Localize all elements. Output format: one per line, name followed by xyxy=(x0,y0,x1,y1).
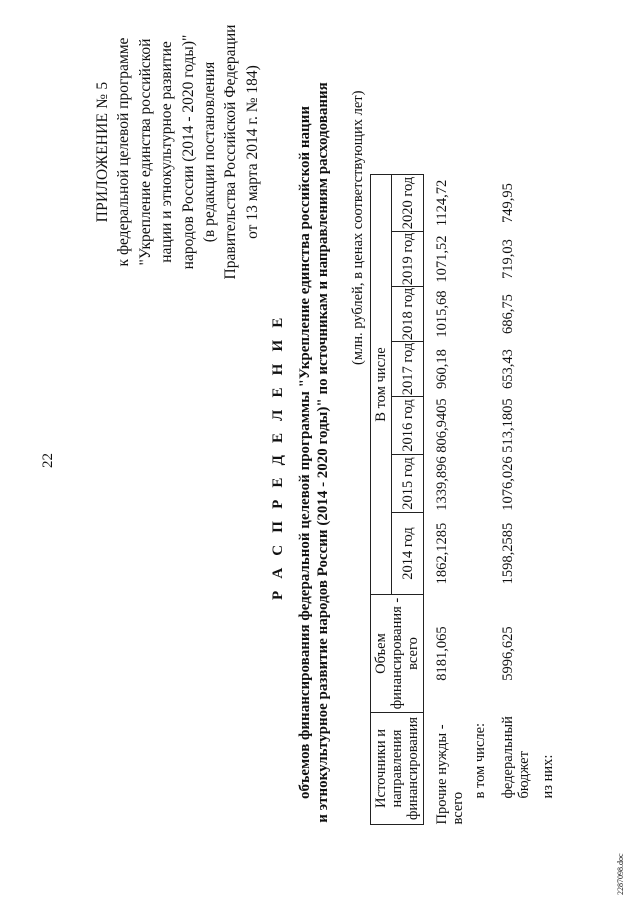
row-label: в том числе: xyxy=(472,722,488,799)
appendix-line: Правительства Российской Федерации xyxy=(222,24,240,280)
header-year: 2020 год xyxy=(392,175,424,232)
appendix-line: народов России (2014 - 2020 годы)" xyxy=(179,34,197,270)
row-value: 1015,68 xyxy=(434,290,450,338)
row-value: 653,43 xyxy=(500,349,516,389)
document-id: 2287098.doc xyxy=(616,853,625,895)
row-value xyxy=(538,287,560,342)
row-value xyxy=(538,397,560,455)
row-value xyxy=(538,175,560,232)
header-year: 2018 год xyxy=(392,287,424,342)
header-including: В том числе xyxy=(371,175,392,595)
row-value: 749,95 xyxy=(500,183,516,223)
appendix-block xyxy=(92,0,263,307)
row-total: 5996,625 xyxy=(500,626,516,681)
header-year: 2017 год xyxy=(392,342,424,397)
page-number: 22 xyxy=(40,453,56,468)
appendix-line: нации и этнокультурное развитие xyxy=(158,41,176,263)
row-label: федеральный бюджет xyxy=(500,716,532,799)
header-year: 2015 год xyxy=(392,455,424,513)
row-value: 806,9405 xyxy=(434,398,450,453)
header-year: 2019 год xyxy=(392,232,424,287)
table-row xyxy=(538,175,560,825)
document-heading: Р А С П Р Е Д Е Л Е Н И Е xyxy=(270,313,286,600)
table-row xyxy=(466,175,494,825)
row-value xyxy=(538,232,560,287)
header-source: Источники и направления финансирования xyxy=(371,713,424,825)
table-row xyxy=(424,175,467,825)
row-value: 960,18 xyxy=(434,349,450,389)
row-total: 8181,065 xyxy=(434,626,450,681)
row-value xyxy=(466,342,494,397)
row-total xyxy=(538,595,560,713)
row-label: из них: xyxy=(540,754,556,799)
subtitle-line: и этнокультурное развитие народов России (2014 - 2020 годы)" по источникам и направлениям расходования xyxy=(315,82,331,823)
row-value xyxy=(538,342,560,397)
appendix-line: от 13 марта 2014 г. № 184) xyxy=(243,65,261,239)
row-value xyxy=(538,455,560,513)
financing-table xyxy=(370,174,560,825)
unit-note: (млн. рублей, в ценах соответствующих лет) xyxy=(350,90,366,365)
row-value: 686,75 xyxy=(500,294,516,334)
header-total: Объем финансирования - всего xyxy=(371,595,424,713)
appendix-line: "Укрепление единства российской xyxy=(136,38,154,266)
row-value xyxy=(538,513,560,595)
table-row xyxy=(494,175,538,825)
row-label: Прочие нужды - всего xyxy=(434,724,466,825)
header-year: 2014 год xyxy=(392,513,424,595)
row-value: 1598,2585 xyxy=(500,522,516,585)
subtitle-line: объемов финансирования федеральной целевой программы "Укрепление единства российской нации xyxy=(297,106,313,799)
row-value xyxy=(466,397,494,455)
row-total xyxy=(466,595,494,713)
appendix-title: ПРИЛОЖЕНИЕ № 5 xyxy=(94,81,111,223)
appendix-line: (в редакции постановления xyxy=(201,61,219,243)
row-value: 1071,52 xyxy=(434,235,450,283)
row-value xyxy=(466,287,494,342)
row-value xyxy=(466,513,494,595)
row-value xyxy=(466,232,494,287)
row-value: 1124,72 xyxy=(434,179,450,227)
row-value: 719,03 xyxy=(500,239,516,279)
row-value: 1076,026 xyxy=(500,456,516,511)
row-value: 1862,1285 xyxy=(434,522,450,585)
row-value xyxy=(466,455,494,513)
header-year: 2016 год xyxy=(392,397,424,455)
appendix-line: к федеральной целевой программе xyxy=(115,37,133,267)
row-value: 1339,896 xyxy=(434,456,450,511)
document-subtitle xyxy=(296,80,332,825)
row-value xyxy=(466,175,494,232)
row-value: 513,1805 xyxy=(500,398,516,453)
